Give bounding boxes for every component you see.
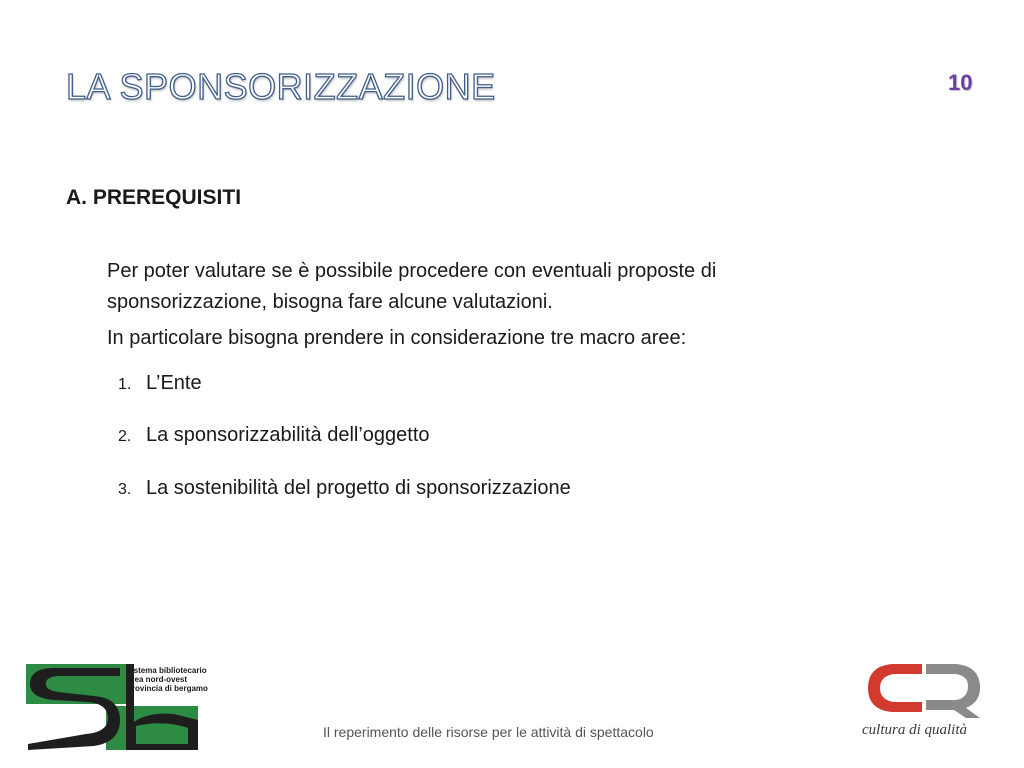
sb-logo-line: area nord-ovest [127,675,188,684]
sb-logo-line: sistema bibliotecario [127,666,207,675]
list-item [118,372,202,402]
section-heading: A. PREREQUISITI [66,186,242,209]
cq-logo-caption: cultura di qualità [862,722,967,738]
list-item-number: 3. [118,481,132,498]
sb-logo-text [127,666,208,693]
cq-logo-icon [864,658,984,720]
list-item-number: 2. [118,428,132,445]
intro-paragraph: Per poter valutare se è possibile procedere con eventuali proposte di sponsorizzazione, bisogna fare alcune valutazioni. [107,260,717,313]
page-number: 10 [948,70,973,95]
list-item-text: L’Ente [146,372,202,394]
focus-paragraph: In particolare bisogna prendere in considerazione tre macro aree: [107,327,687,349]
list-item [118,424,430,454]
sb-logo-line: provincia di bergamo [127,684,208,693]
footer-text: Il reperimento delle risorse per le attività di spettacolo [323,724,654,740]
list-item-text: La sostenibilità del progetto di sponsorizzazione [146,477,571,499]
slide-title: LA SPONSORIZZAZIONE [66,66,496,107]
list-item-number: 1. [118,376,132,393]
list-item [118,477,571,507]
list-item-text: La sponsorizzabilità dell’oggetto [146,424,430,446]
